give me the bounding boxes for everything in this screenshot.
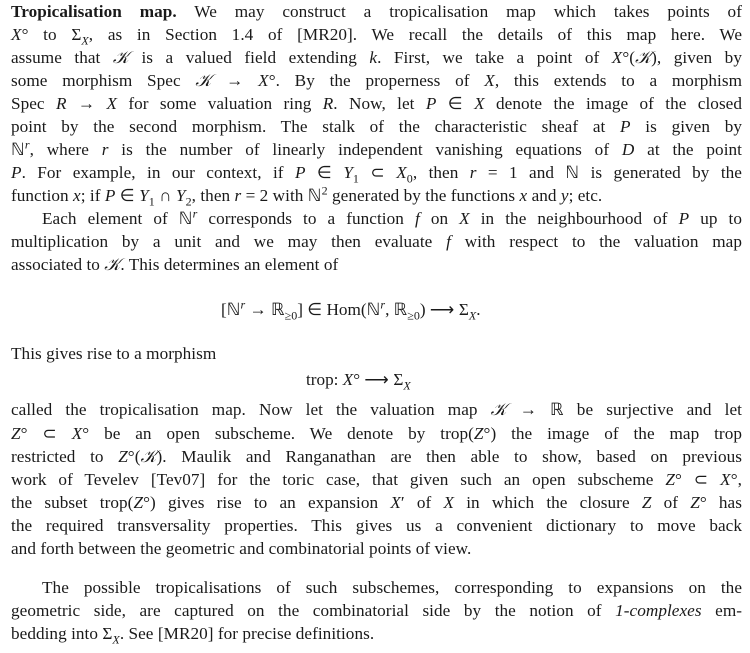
paragraph-3-line-7: and forth between the geometric and combinatorial points of view. (11, 539, 472, 558)
paragraph-1-line-6: point by the second morphism. The stalk of the characteristic sheaf at P is given by (11, 117, 742, 136)
paragraph-1-line-8: P. For example, in our context, if P ∈ $Y_1$ ⊂ $X_0$, then r = 1 and ℕ is generated by the (11, 163, 742, 186)
display-equation-hom: [ℕ$^r$ → ℝ$_{\ge 0}$] ∈ Hom(ℕ$^r$, ℝ$_{\ge 0}$) ⟶ $\Sigma_X$. (221, 297, 481, 323)
paragraph-3-line-5: the subset trop(Z°) gives rise to an expansion X′ of X in which the closure Z of Z° has (11, 493, 742, 512)
paragraph-3-line-6: the required transversality properties. This gives us a convenient dictionary to move back (11, 516, 742, 535)
paragraph-1-line-7: ℕ$^r$, where r is the number of linearly independent vanishing equations of D at the point (11, 137, 742, 159)
paragraph-3-intro: This gives rise to a morphism (11, 344, 217, 363)
paragraph-3-line-1: called the tropicalisation map. Now let the valuation map 𝒦 → ℝ be surjective and let (11, 400, 742, 419)
paragraph-1-line-1: Tropicalisation map. We may construct a tropicalisation map which takes points of (11, 2, 742, 21)
paragraph-1-line-5: Spec R → X for some valuation ring R. Now, let P ∈ X denote the image of the closed (11, 94, 743, 113)
display-equation-trop: trop: X° ⟶ $\Sigma_X$ (306, 370, 411, 393)
paragraph-2-line-1: Each element of ℕ$^r$ corresponds to a function f on X in the neighbourhood of P up to (42, 206, 743, 228)
paragraph-4-line-3: bedding into $\Sigma_X$. See [MR20] for precise definitions. (11, 624, 375, 647)
paragraph-4-line-2: geometric side, are captured on the combinatorial side by the notion of 1-complexes em- (11, 601, 743, 620)
paragraph-3-line-3: restricted to Z°(𝒦). Maulik and Ranganathan are then able to show, based on previous (11, 447, 742, 466)
paragraph-1-line-2: X° to $\Sigma_X$, as in Section 1.4 of [MR20]. We recall the details of this map here. We (11, 25, 742, 48)
paragraph-4-line-1: The possible tropicalisations of such subschemes, corresponding to expansions on the (42, 578, 742, 597)
paragraph-1-line-4: some morphism Spec 𝒦 → X°. By the properness of X, this extends to a morphism (11, 71, 742, 90)
paragraph-3-line-2: Z° ⊂ X° be an open subscheme. We denote by trop(Z°) the image of the map trop (11, 424, 742, 443)
paragraph-2-line-3: associated to 𝒦. This determines an element of (11, 255, 339, 274)
paragraph-1-line-9: function x; if P ∈ $Y_1$ ∩ $Y_2$, then r = 2 with ℕ$^2$ generated by the functions x and y; etc. (11, 183, 603, 209)
paragraph-3-line-4: work of Tevelev [Tev07] for the toric case, that given such an open subscheme Z° ⊂ X°, (11, 470, 742, 489)
paragraph-2-line-2: multiplication by a unit and we may then evaluate f with respect to the valuation map (11, 232, 742, 251)
paragraph-1-line-3: assume that 𝒦 is a valued field extending k. First, we take a point of X°(𝒦), given by (11, 48, 742, 67)
paragraph-heading: Tropicalisation map. (11, 2, 177, 21)
